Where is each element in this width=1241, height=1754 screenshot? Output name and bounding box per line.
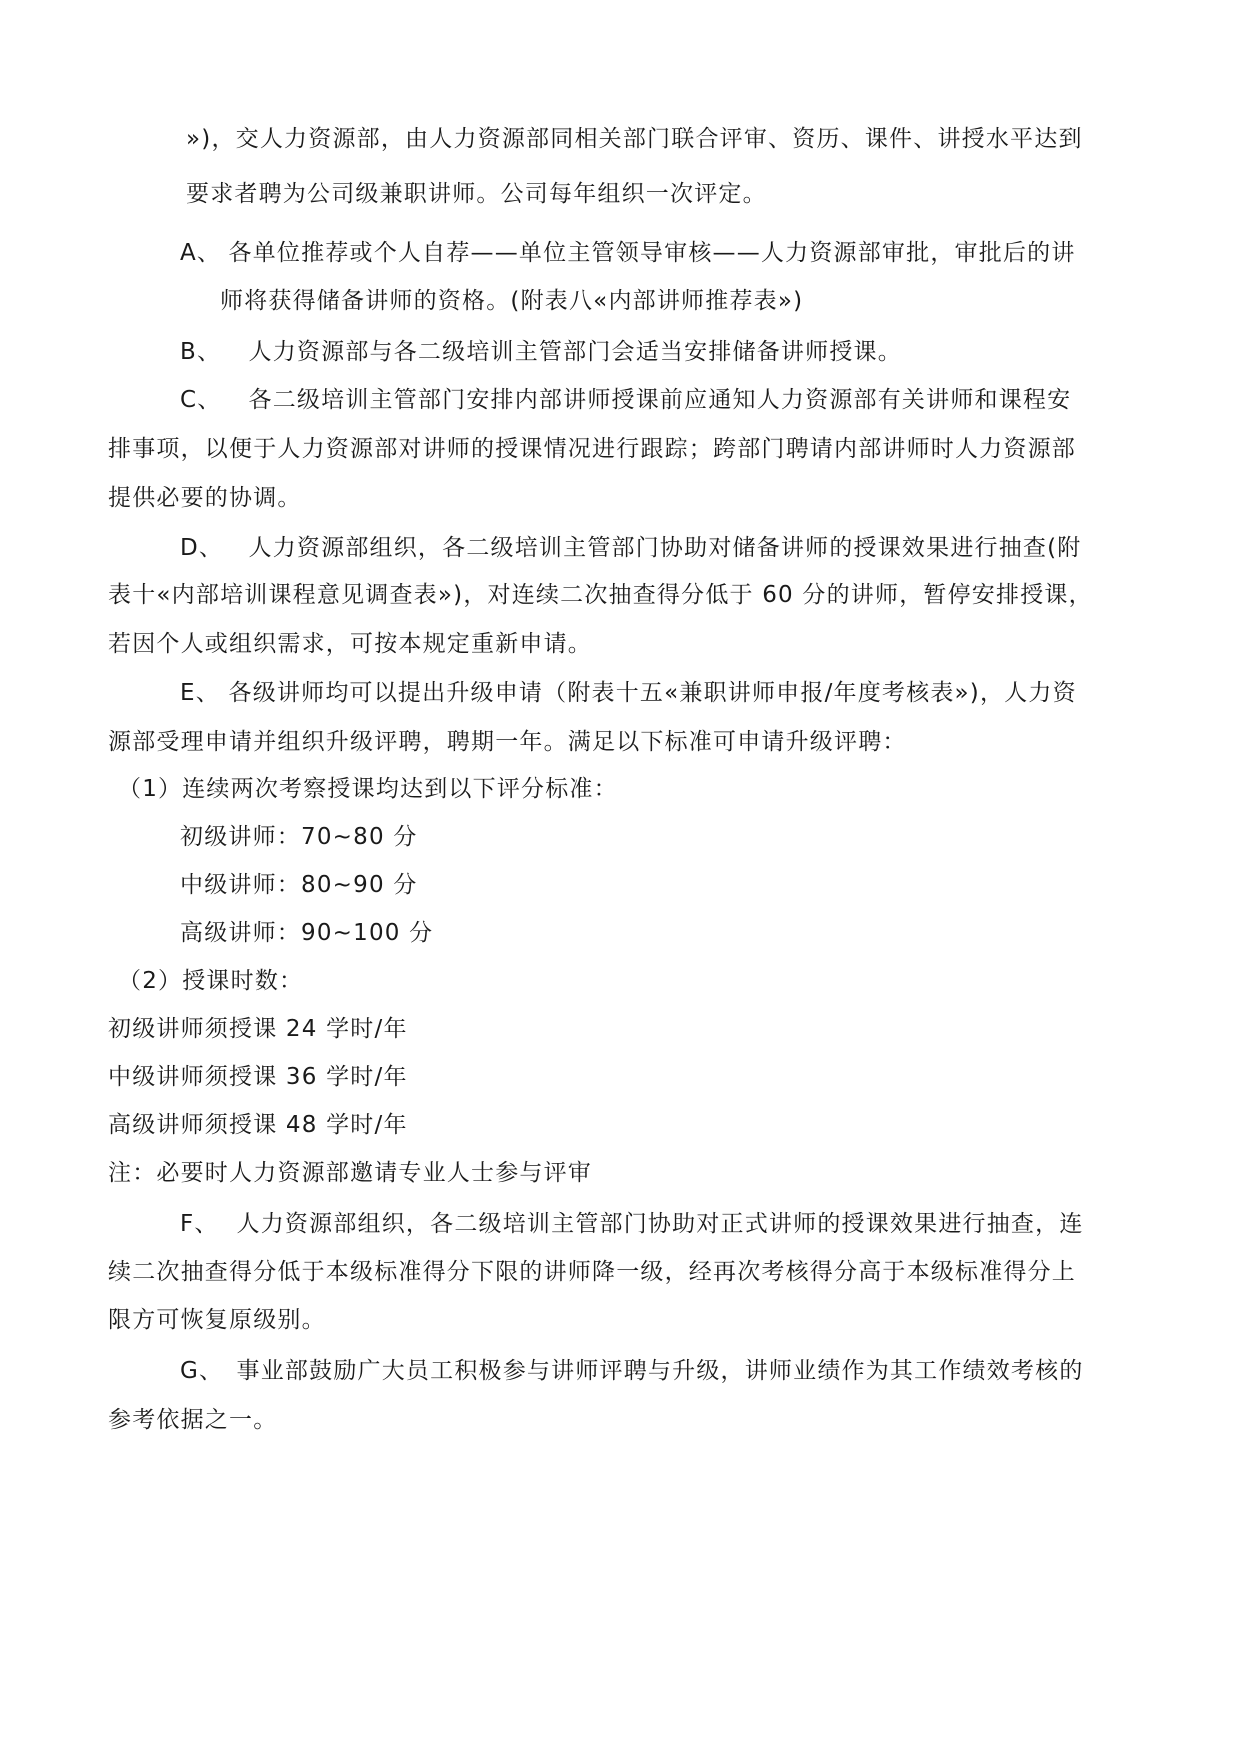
item-d-line-3: 若因个人或组织需求，可按本规定重新申请。	[108, 631, 592, 657]
item-a-text: 各单位推荐或个人自荐——单位主管领导审核——人力资源部审批，审批后的讲	[228, 240, 1076, 266]
item-a-line-2: 师将获得储备讲师的资格。(附表八«内部讲师推荐表»)	[220, 288, 804, 314]
criteria-1-heading: （1）连续两次考察授课均达到以下评分标准：	[118, 776, 618, 802]
criteria-2-junior: 初级讲师须授课 24 学时/年	[108, 1016, 408, 1042]
criteria-1-middle: 中级讲师：80~90 分	[180, 872, 418, 898]
criteria-1-senior: 高级讲师：90~100 分	[180, 920, 434, 946]
item-c-line-3: 提供必要的协调。	[108, 485, 302, 511]
item-f-text: 人力资源部组织，各二级培训主管部门协助对正式讲师的授课效果进行抽查，连	[236, 1211, 1084, 1237]
criteria-2-senior: 高级讲师须授课 48 学时/年	[108, 1112, 408, 1138]
item-d-line-2: 表十«内部培训课程意见调查表»)，对连续二次抽查得分低于 60 分的讲师，暂停安排授课，	[108, 582, 1093, 608]
item-b-label: B、	[180, 339, 222, 365]
paragraph-1-line-1: »)，交人力资源部，由人力资源部同相关部门联合评审、资历、课件、讲授水平达到	[186, 126, 1083, 152]
item-d-line-1	[180, 537, 1082, 560]
item-e-text: 各级讲师均可以提出升级申请（附表十五«兼职讲师申报/年度考核表»)，人力资	[228, 680, 1077, 706]
item-f-label: F、	[180, 1211, 219, 1237]
item-c-line-2: 排事项，以便于人力资源部对讲师的授课情况进行跟踪；跨部门聘请内部讲师时人力资源部	[108, 436, 1076, 462]
item-e-line-2: 源部受理申请并组织升级评聘，聘期一年。满足以下标准可申请升级评聘：	[108, 729, 907, 755]
item-e-line-1	[180, 682, 1077, 705]
criteria-2-middle: 中级讲师须授课 36 学时/年	[108, 1064, 408, 1090]
item-c-label: C、	[180, 387, 222, 413]
item-f-line-1	[180, 1213, 1084, 1236]
item-f-line-2: 续二次抽查得分低于本级标准得分下限的讲师降一级，经再次考核得分高于本级标准得分上	[108, 1259, 1076, 1285]
item-g-label: G、	[180, 1358, 224, 1384]
item-a-label: A、	[180, 240, 222, 266]
criteria-2-heading: （2）授课时数：	[118, 968, 304, 994]
item-b-line-1	[180, 341, 902, 364]
item-f-line-3: 限方可恢复原级别。	[108, 1307, 326, 1333]
item-g-text: 事业部鼓励广大员工积极参与讲师评聘与升级，讲师业绩作为其工作绩效考核的	[236, 1358, 1084, 1384]
item-e-label: E、	[180, 680, 220, 706]
item-d-text: 人力资源部组织，各二级培训主管部门协助对储备讲师的授课效果进行抽查(附	[248, 535, 1082, 561]
item-b-text: 人力资源部与各二级培训主管部门会适当安排储备讲师授课。	[248, 339, 902, 365]
paragraph-1-line-2: 要求者聘为公司级兼职讲师。公司每年组织一次评定。	[186, 181, 767, 207]
criteria-1-junior: 初级讲师：70~80 分	[180, 824, 418, 850]
note: 注：必要时人力资源部邀请专业人士参与评审	[108, 1160, 592, 1186]
item-g-line-1	[180, 1360, 1084, 1383]
item-g-line-2: 参考依据之一。	[108, 1407, 278, 1433]
item-c-text: 各二级培训主管部门安排内部讲师授课前应通知人力资源部有关讲师和课程安	[248, 387, 1072, 413]
item-a-line-1	[180, 242, 1076, 265]
item-c-line-1	[180, 389, 1071, 412]
item-d-label: D、	[180, 535, 224, 561]
